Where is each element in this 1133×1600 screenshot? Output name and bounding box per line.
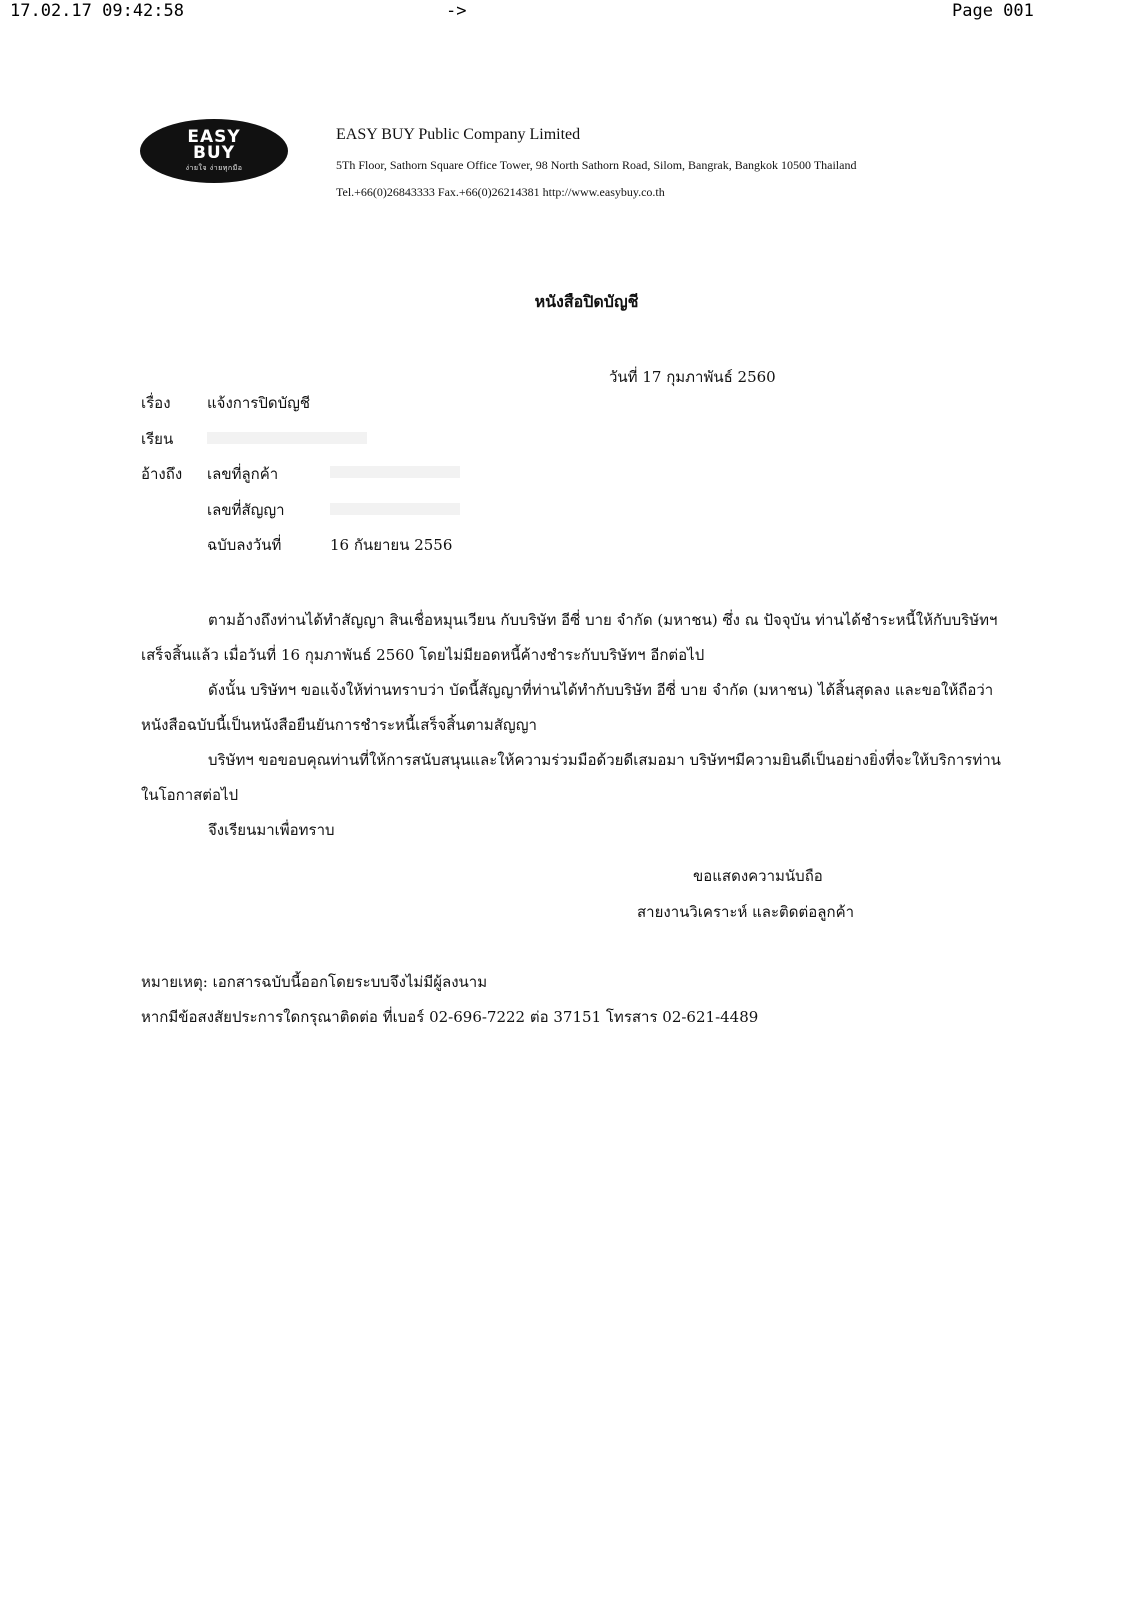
redacted-contract-number (330, 503, 460, 515)
redacted-customer-number (330, 466, 460, 478)
fax-arrow: -> (446, 1, 467, 21)
to-label: เรียน (141, 430, 174, 448)
company-name: EASY BUY Public Company Limited (336, 126, 581, 143)
contract-number-label: เลขที่สัญญา (207, 501, 285, 519)
fax-timestamp: 17.02.17 09:42:58 (10, 1, 184, 21)
body-paragraph: จึงเรียนมาเพื่อทราบ (208, 821, 335, 839)
logo-word-buy: BUY (192, 142, 236, 163)
reference-label: อ้างถึง (141, 465, 183, 483)
body-paragraph: บริษัทฯ ขอขอบคุณท่านที่ให้การสนับสนุนและให้ความร่วมมือด้วยดีเสมอมา บริษัทฯมีความยินดีเป็นอย่างยิ่งที่จะให้บริการท่านในโอกาสต่อไป (141, 751, 1001, 804)
fax-header (0, 0, 1133, 26)
fax-page-number: Page 001 (952, 1, 1034, 21)
logo-tagline: ง่ายใจ ง่ายทุกมือ (185, 163, 243, 172)
dated-value: 16 กันยายน 2556 (330, 536, 453, 554)
company-letterhead (336, 126, 856, 200)
company-contact: Tel.+66(0)26843333 Fax.+66(0)26214381 http://www.easybuy.co.th (336, 185, 665, 199)
contact-note: หากมีข้อสงสัยประการใดกรุณาติดต่อ ที่เบอร์ 02-696-7222 ต่อ 37151 โทรสาร 02-621-4489 (141, 1008, 759, 1026)
remark-note: หมายเหตุ: เอกสารฉบับนี้ออกโดยระบบจึงไม่มีผู้ลงนาม (141, 973, 488, 991)
letter-body (141, 603, 1011, 848)
subject-value: แจ้งการปิดบัญชี (207, 394, 311, 412)
body-paragraph: ดังนั้น บริษัทฯ ขอแจ้งให้ท่านทราบว่า บัดนี้สัญญาที่ท่านได้ทำกับบริษัท อีซี่ บาย จำกัด (มหาชน) ได้สิ้นสุดลง และขอให้ถือว่าหนังสือฉบับนี้เป็นหนังสือยืนยันการชำระหนี้เสร็จสิ้นตามสัญญา (141, 681, 994, 734)
subject-label: เรื่อง (141, 394, 171, 412)
body-paragraph: ตามอ้างถึงท่านได้ทำสัญญา สินเชื่อหมุนเวียน กับบริษัท อีซี่ บาย จำกัด (มหาชน) ซึ่ง ณ ปัจจุบัน ท่านได้ชำระหนี้ให้กับบริษัทฯ เสร็จสิ้นแล้ว เมื่อวันที่ 16 กุมภาพันธ์ 2560 โดยไม่มียอดหนี้ค้างชำระกับบริษัทฯ อีกต่อไป (141, 611, 998, 664)
redacted-recipient (207, 432, 367, 444)
letter-date: วันที่ 17 กุมภาพันธ์ 2560 (609, 368, 776, 386)
closing-salutation: ขอแสดงความนับถือ (693, 867, 823, 885)
letter-title: หนังสือปิดบัญชี (534, 292, 639, 311)
easy-buy-logo (140, 119, 288, 183)
dated-label: ฉบับลงวันที่ (207, 536, 282, 554)
company-address: 5Th Floor, Sathorn Square Office Tower, 98 North Sathorn Road, Silom, Bangrak, Bangkok 10500 Thailand (336, 158, 857, 172)
customer-number-label: เลขที่ลูกค้า (207, 465, 279, 483)
department-name: สายงานวิเคราะห์ และติดต่อลูกค้า (637, 903, 855, 921)
logo-word-easy: EASY (187, 126, 241, 147)
